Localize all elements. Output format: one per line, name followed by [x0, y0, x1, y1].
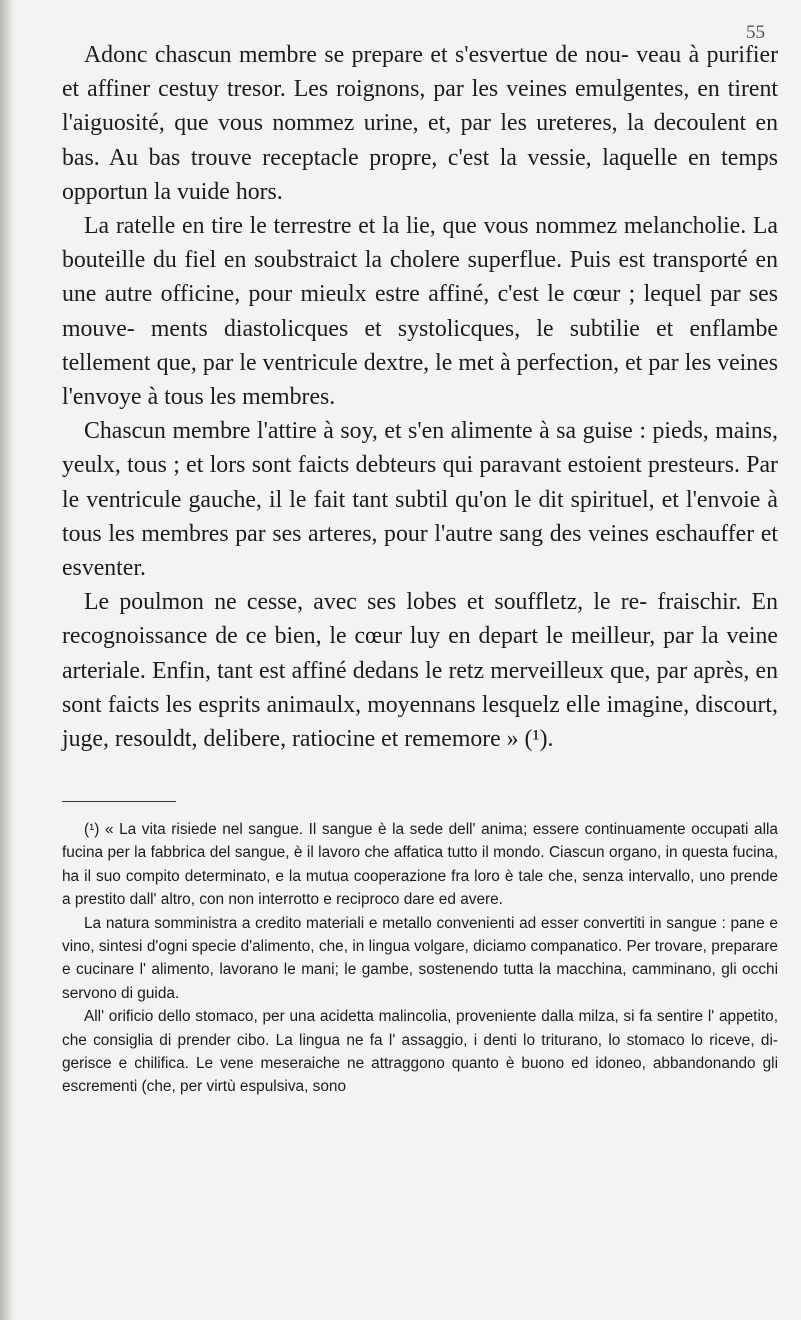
paragraph-1: Adonc chascun membre se prepare et s'esvertue de nou- veau à purifier et affiner cestuy tresor. Les roignons, par les veines emulgentes, en tirent l'aiguosité, que vous nommez urine, et, par les ureteres, la decoulent en bas. Au bas trouve receptacle propre, c'est la vessie, laquelle en temps opportun la vuide hors. — [62, 42, 778, 205]
footnote-paragraph-1: (¹) « La vita risiede nel sangue. Il sangue è la sede dell' anima; essere continuamente occupati alla fucina per la fabbrica del sangue, è il lavoro che affatica tutto il mondo. Ciascun organo, in questa fucina, ha il suo compito determinato, e la mutua cooperazione fra loro è tale che, senza intervallo, uno prende a prestito dall' altro, con non interrotto e reciproco dare ed avere. — [62, 821, 778, 909]
main-text — [62, 38, 778, 756]
footnote-paragraph-3: All' orificio dello stomaco, per una acidetta malincolia, proveniente dalla milza, si fa sentire l' appetito, che consiglia di prender cibo. La lingua ne fa l' assaggio, i denti lo triturano, lo stomaco lo riceve, di- gerisce e chilifica. Le vene meseraiche ne attraggono quanto è buono ed idoneo, abbandonando gli escrementi (che, per virtù espulsiva, sono — [62, 1008, 778, 1096]
paragraph-4: Le poulmon ne cesse, avec ses lobes et souffletz, le re- fraischir. En recognoissance de ce bien, le cœur luy en depart le meilleur, par la veine arteriale. Enfin, tant est affiné dedans le retz merveilleux que, par après, en sont faicts les esprits animaulx, moyennans lesquelz elle imagine, discourt, juge, resouldt, delibere, ratiocine et rememore » (¹). — [62, 589, 778, 753]
paragraph-2: La ratelle en tire le terrestre et la lie, que vous nommez melancholie. La bouteille du fiel en soubstraict la cholere superflue. Puis est transporté en une autre officine, pour mieulx estre affiné, c'est le cœur ; lequel par ses mouve- ments diastolicques et systolicques, le subtilie et enflambe tellement que, par le ventricule dextre, le met à perfection, et par les veines l'envoye à tous les membres. — [62, 213, 778, 411]
footnotes — [62, 818, 778, 1099]
page-number: 55 — [746, 22, 765, 43]
paragraph-3: Chascun membre l'attire à soy, et s'en alimente à sa guise : pieds, mains, yeulx, tous ; et lors sont faicts debteurs qui paravant estoient presteurs. Par le ventricule gauche, il le fait tant subtil qu'on le dit spirituel, et l'envoie à tous les membres par ses arteres, pour l'autre sang des veines eschauffer et esventer. — [62, 418, 778, 582]
page-edge-shadow — [0, 0, 14, 1320]
footnote-paragraph-2: La natura somministra a credito materiali e metallo convenienti ad esser convertiti in sangue : pane e vino, sintesi d'ogni specie d'alimento, che, in lingua volgare, diciamo companatico. Per trovare, preparare e cucinare l' alimento, lavorano le mani; le gambe, sostenendo tutta la macchina, camminano, gli occhi servono di guida. — [62, 914, 778, 1002]
footnote-separator — [62, 801, 176, 802]
